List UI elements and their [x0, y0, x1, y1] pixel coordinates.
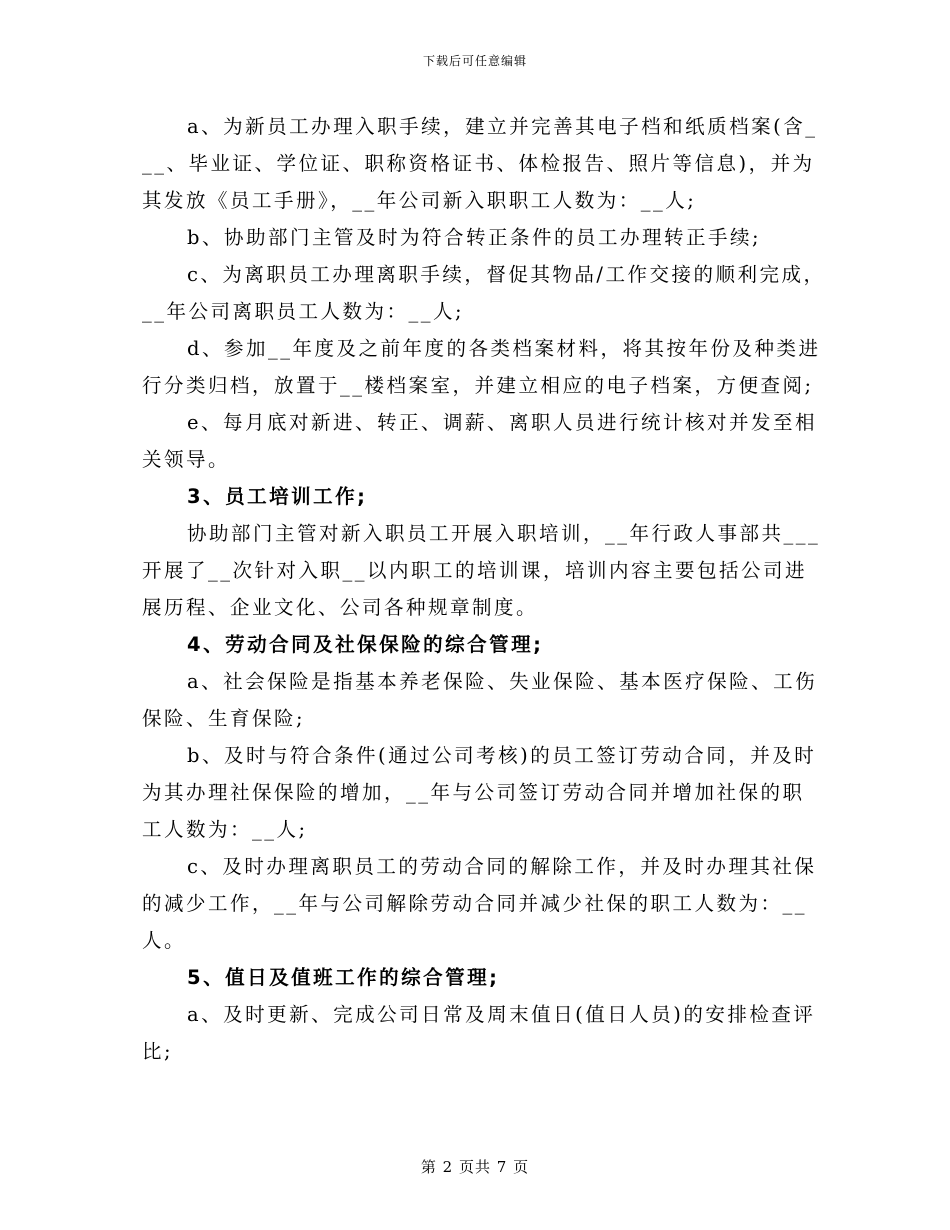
paragraph-line: 工人数为：__人;	[142, 818, 308, 841]
paragraph-line: 开展了__次针对入职__以内职工的培训课，培训内容主要包括公司进	[142, 559, 808, 582]
paragraph-line: __年公司离职员工人数为：__人;	[142, 300, 465, 323]
paragraph-line: 展历程、企业文化、公司各种规章制度。	[142, 596, 539, 619]
section-heading: 3、员工培训工作;	[187, 485, 368, 508]
paragraph-line: a、为新员工办理入职手续，建立并完善其电子档和纸质档案(含_	[187, 115, 818, 138]
section-heading: 5、值日及值班工作的综合管理;	[187, 966, 500, 989]
paragraph-line: 协助部门主管对新入职员工开展入职培训，__年行政人事部共___	[187, 522, 821, 545]
paragraph-line: __、毕业证、学位证、职称资格证书、体检报告、照片等信息)，并为	[142, 152, 815, 175]
paragraph-line: e、每月底对新进、转正、调薪、离职人员进行统计核对并发至相	[187, 411, 818, 434]
page-header: 下载后可任意编辑	[422, 54, 527, 68]
section-heading: 4、劳动合同及社保保险的综合管理;	[187, 633, 544, 656]
paragraph-line: a、及时更新、完成公司日常及周末值日(值日人员)的安排检查评	[187, 1003, 816, 1026]
paragraph-line: 保险、生育保险;	[142, 707, 306, 730]
paragraph-line: 其发放《员工手册》，__年公司新入职职工人数为：__人;	[142, 189, 697, 212]
paragraph-line: b、协助部门主管及时为符合转正条件的员工办理转正手续;	[187, 226, 762, 249]
paragraph-line: 行分类归档，放置于__楼档案室，并建立相应的电子档案，方便查阅;	[142, 374, 814, 397]
paragraph-line: c、为离职员工办理离职手续，督促其物品/工作交接的顺利完成，	[187, 263, 826, 286]
paragraph-line: 为其办理社保保险的增加，__年与公司签订劳动合同并增加社保的职	[142, 781, 805, 804]
paragraph-line: d、参加__年度及之前年度的各类档案材料，将其按年份及种类进	[187, 337, 821, 360]
paragraph-line: 比;	[142, 1040, 174, 1063]
paragraph-line: c、及时办理离职员工的劳动合同的解除工作，并及时办理其社保	[187, 855, 817, 878]
paragraph-line: 的减少工作，__年与公司解除劳动合同并减少社保的职工人数为：__	[142, 892, 808, 915]
paragraph-line: 关领导。	[142, 448, 231, 471]
paragraph-line: b、及时与符合条件(通过公司考核)的员工签订劳动合同，并及时	[187, 744, 817, 767]
paragraph-line: a、社会保险是指基本养老保险、失业保险、基本医疗保险、工伤	[187, 670, 818, 693]
page-footer: 第 2 页共 7 页	[420, 1158, 530, 1176]
paragraph-line: 人。	[142, 929, 187, 952]
document-body	[142, 108, 826, 1070]
